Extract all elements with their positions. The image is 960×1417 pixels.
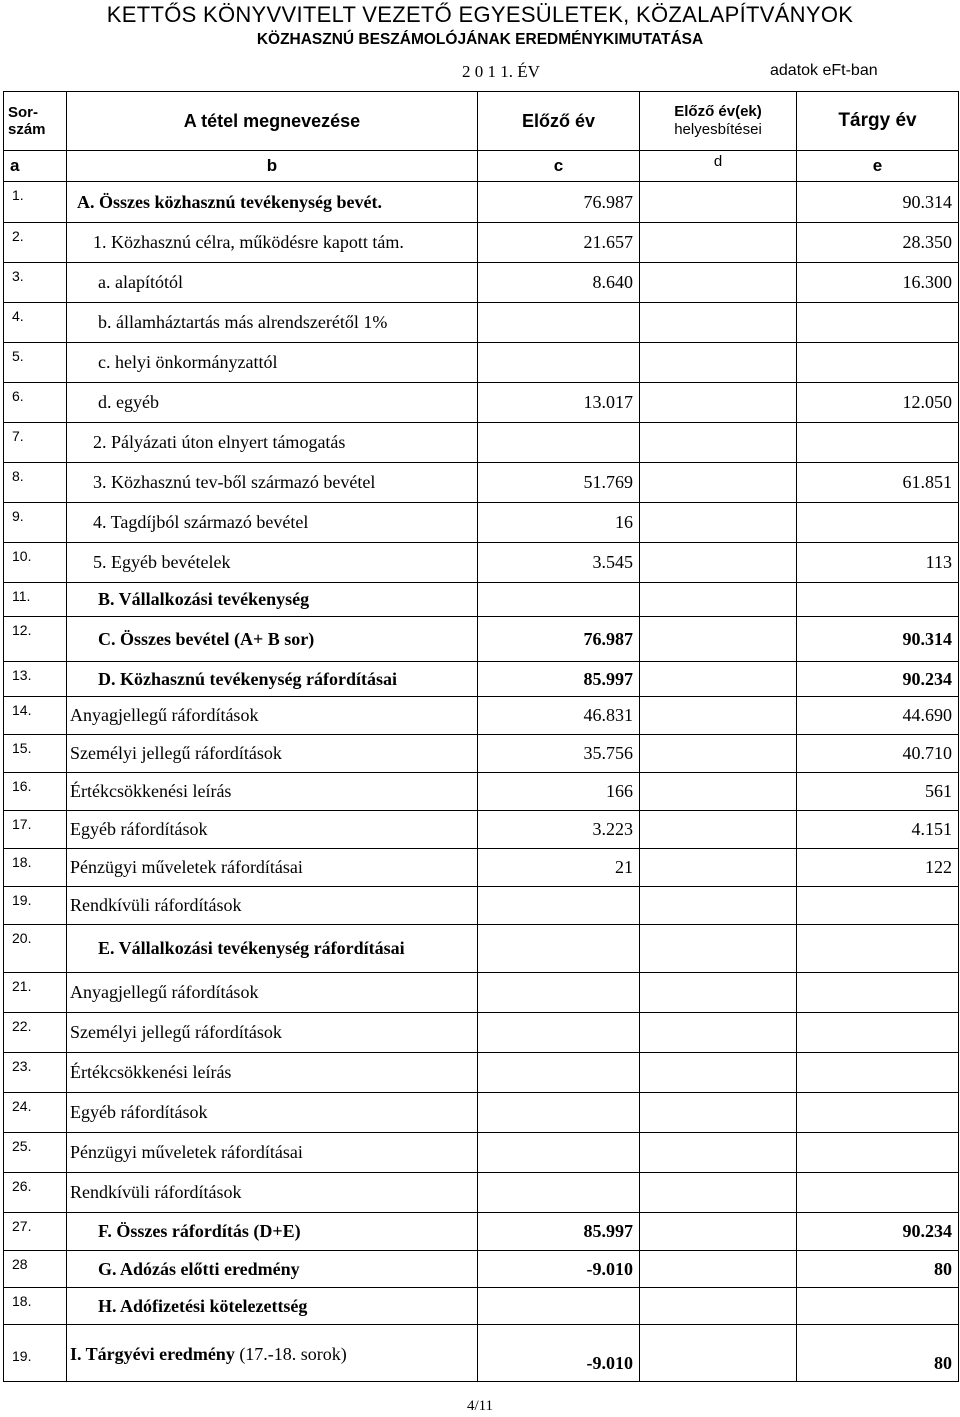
current-year-value: 80 — [797, 1325, 959, 1382]
header-current-year: Tárgy év — [797, 92, 959, 151]
previous-year-value: -9.010 — [478, 1251, 640, 1288]
previous-year-value — [478, 925, 640, 973]
header-corrections — [640, 92, 797, 151]
item-name: a. alapítótól — [67, 263, 478, 303]
previous-year-value — [478, 343, 640, 383]
item-name: Anyagjellegű ráfordítások — [67, 697, 478, 735]
correction-value — [640, 925, 797, 973]
table-row — [4, 887, 959, 925]
item-name: F. Összes ráfordítás (D+E) — [67, 1213, 478, 1251]
row-number: 18. — [4, 1288, 67, 1325]
previous-year-value — [478, 583, 640, 617]
current-year-value — [797, 1133, 959, 1173]
table-row — [4, 1053, 959, 1093]
correction-value — [640, 503, 797, 543]
table-row — [4, 463, 959, 503]
current-year-value — [797, 503, 959, 543]
row-number: 14. — [4, 697, 67, 735]
previous-year-value: 21 — [478, 849, 640, 887]
current-year-value: 44.690 — [797, 697, 959, 735]
current-year-value: 113 — [797, 543, 959, 583]
row-number: 3. — [4, 263, 67, 303]
header-corrections-line1: Előző év(ek) — [674, 103, 762, 120]
table-row — [4, 343, 959, 383]
current-year-value: 12.050 — [797, 383, 959, 423]
current-year-value: 16.300 — [797, 263, 959, 303]
correction-value — [640, 662, 797, 697]
letter-a: a — [4, 151, 67, 182]
previous-year-value: 166 — [478, 773, 640, 811]
item-name: Anyagjellegű ráfordítások — [67, 973, 478, 1013]
table-row — [4, 543, 959, 583]
item-name: Pénzügyi műveletek ráfordításai — [67, 849, 478, 887]
table-row — [4, 1133, 959, 1173]
item-name: 2. Pályázati úton elnyert támogatás — [67, 423, 478, 463]
item-name: D. Közhasznú tevékenység ráfordításai — [67, 662, 478, 697]
correction-value — [640, 1288, 797, 1325]
row-number: 15. — [4, 735, 67, 773]
correction-value — [640, 182, 797, 223]
table-row — [4, 383, 959, 423]
header-item-name: A tétel megnevezése — [67, 92, 478, 151]
current-year-value: 90.234 — [797, 662, 959, 697]
previous-year-value — [478, 1133, 640, 1173]
table-row — [4, 1093, 959, 1133]
letter-b: b — [67, 151, 478, 182]
row-number: 28 — [4, 1251, 67, 1288]
header-corrections-line2: helyesbítései — [674, 121, 762, 138]
current-year-value — [797, 925, 959, 973]
previous-year-value: 8.640 — [478, 263, 640, 303]
row-number: 7. — [4, 423, 67, 463]
item-name: 5. Egyéb bevételek — [67, 543, 478, 583]
item-name-bold: I. Tárgyévi eredmény — [70, 1344, 235, 1364]
correction-value — [640, 543, 797, 583]
table-row — [4, 735, 959, 773]
previous-year-value: 46.831 — [478, 697, 640, 735]
item-name: G. Adózás előtti eredmény — [67, 1251, 478, 1288]
item-name: Személyi jellegű ráfordítások — [67, 1013, 478, 1053]
letter-c: c — [478, 151, 640, 182]
previous-year-value: 85.997 — [478, 662, 640, 697]
table-row — [4, 1251, 959, 1288]
item-name — [67, 1325, 478, 1382]
previous-year-value: 3.223 — [478, 811, 640, 849]
row-number: 11. — [4, 583, 67, 617]
table-row — [4, 423, 959, 463]
item-name: Rendkívüli ráfordítások — [67, 1173, 478, 1213]
table-row — [4, 223, 959, 263]
table-row — [4, 503, 959, 543]
table-row — [4, 182, 959, 223]
header-previous-year: Előző év — [478, 92, 640, 151]
table-row — [4, 773, 959, 811]
item-name: Személyi jellegű ráfordítások — [67, 735, 478, 773]
row-number: 9. — [4, 503, 67, 543]
current-year-value: 61.851 — [797, 463, 959, 503]
previous-year-value: 51.769 — [478, 463, 640, 503]
row-number: 8. — [4, 463, 67, 503]
correction-value — [640, 973, 797, 1013]
row-number: 25. — [4, 1133, 67, 1173]
table-row — [4, 583, 959, 617]
row-number: 18. — [4, 849, 67, 887]
current-year-value: 40.710 — [797, 735, 959, 773]
row-number: 21. — [4, 973, 67, 1013]
units-label: adatok eFt-ban — [770, 62, 878, 79]
item-name: C. Összes bevétel (A+ B sor) — [67, 617, 478, 662]
page-number: 4/11 — [466, 1398, 494, 1414]
previous-year-value: -9.010 — [478, 1325, 640, 1382]
correction-value — [640, 811, 797, 849]
item-name: 1. Közhasznú célra, működésre kapott tám. — [67, 223, 478, 263]
document-title: KETTŐS KÖNYVVITELT VEZETŐ EGYESÜLETEK, KÖZALAPÍTVÁNYOK — [106, 2, 854, 27]
row-number: 17. — [4, 811, 67, 849]
current-year-value — [797, 1093, 959, 1133]
row-number: 27. — [4, 1213, 67, 1251]
item-name: 3. Közhasznú tev-ből származó bevétel — [67, 463, 478, 503]
correction-value — [640, 1133, 797, 1173]
current-year-value — [797, 343, 959, 383]
correction-value — [640, 303, 797, 343]
previous-year-value — [478, 1053, 640, 1093]
current-year-value: 561 — [797, 773, 959, 811]
income-statement-table — [3, 91, 959, 1382]
table-row — [4, 1213, 959, 1251]
row-number: 22. — [4, 1013, 67, 1053]
current-year-value: 90.234 — [797, 1213, 959, 1251]
row-number: 12. — [4, 617, 67, 662]
current-year-value — [797, 1288, 959, 1325]
correction-value — [640, 583, 797, 617]
current-year-value — [797, 1053, 959, 1093]
current-year-value: 90.314 — [797, 182, 959, 223]
table-row — [4, 303, 959, 343]
previous-year-value — [478, 423, 640, 463]
table-row — [4, 811, 959, 849]
row-number: 24. — [4, 1093, 67, 1133]
correction-value — [640, 1325, 797, 1382]
current-year-value — [797, 887, 959, 925]
item-name: H. Adófizetési kötelezettség — [67, 1288, 478, 1325]
table-row — [4, 1288, 959, 1325]
row-number: 19. — [4, 1325, 67, 1382]
previous-year-value: 76.987 — [478, 617, 640, 662]
row-number: 1. — [4, 182, 67, 223]
correction-value — [640, 1053, 797, 1093]
previous-year-value: 85.997 — [478, 1213, 640, 1251]
correction-value — [640, 697, 797, 735]
item-name: Egyéb ráfordítások — [67, 811, 478, 849]
letter-e: e — [797, 151, 959, 182]
correction-value — [640, 383, 797, 423]
correction-value — [640, 263, 797, 303]
previous-year-value — [478, 1093, 640, 1133]
previous-year-value — [478, 1173, 640, 1213]
row-number: 23. — [4, 1053, 67, 1093]
current-year-value — [797, 973, 959, 1013]
correction-value — [640, 343, 797, 383]
document-subtitle: KÖZHASZNÚ BESZÁMOLÓJÁNAK EREDMÉNYKIMUTATÁSA — [256, 31, 704, 48]
item-name: c. helyi önkormányzattól — [67, 343, 478, 383]
item-name: b. államháztartás más alrendszerétől 1% — [67, 303, 478, 343]
table-row — [4, 1173, 959, 1213]
previous-year-value: 21.657 — [478, 223, 640, 263]
table-row — [4, 617, 959, 662]
table-header-row — [4, 92, 959, 151]
row-number: 5. — [4, 343, 67, 383]
row-number: 13. — [4, 662, 67, 697]
previous-year-value: 13.017 — [478, 383, 640, 423]
item-name: E. Vállalkozási tevékenység ráfordításai — [67, 925, 478, 973]
correction-value — [640, 1093, 797, 1133]
current-year-value: 80 — [797, 1251, 959, 1288]
current-year-value: 28.350 — [797, 223, 959, 263]
current-year-value — [797, 423, 959, 463]
row-number: 26. — [4, 1173, 67, 1213]
row-number: 10. — [4, 543, 67, 583]
correction-value — [640, 463, 797, 503]
item-name: Egyéb ráfordítások — [67, 1093, 478, 1133]
item-name-rest: (17.-18. sorok) — [234, 1344, 347, 1364]
correction-value — [640, 849, 797, 887]
previous-year-value — [478, 303, 640, 343]
correction-value — [640, 423, 797, 463]
item-name: d. egyéb — [67, 383, 478, 423]
previous-year-value — [478, 1013, 640, 1053]
table-row — [4, 925, 959, 973]
correction-value — [640, 617, 797, 662]
item-name: B. Vállalkozási tevékenység — [67, 583, 478, 617]
table-row — [4, 973, 959, 1013]
item-name: Értékcsökkenési leírás — [67, 1053, 478, 1093]
item-name: Értékcsökkenési leírás — [67, 773, 478, 811]
table-row — [4, 1325, 959, 1382]
row-number: 16. — [4, 773, 67, 811]
previous-year-value — [478, 1288, 640, 1325]
column-letter-row — [4, 151, 959, 182]
letter-d: d — [640, 151, 797, 182]
correction-value — [640, 1251, 797, 1288]
row-number: 19. — [4, 887, 67, 925]
row-number: 4. — [4, 303, 67, 343]
row-number: 6. — [4, 383, 67, 423]
current-year-value — [797, 303, 959, 343]
correction-value — [640, 735, 797, 773]
correction-value — [640, 773, 797, 811]
table-row — [4, 662, 959, 697]
table-body — [4, 182, 959, 1382]
correction-value — [640, 1213, 797, 1251]
current-year-value — [797, 1173, 959, 1213]
current-year-value: 122 — [797, 849, 959, 887]
previous-year-value: 16 — [478, 503, 640, 543]
current-year-value: 90.314 — [797, 617, 959, 662]
year-label: 2 0 1 1. ÉV — [462, 62, 540, 81]
current-year-value — [797, 1013, 959, 1053]
table-row — [4, 849, 959, 887]
correction-value — [640, 887, 797, 925]
table-row — [4, 1013, 959, 1053]
item-name: Pénzügyi műveletek ráfordításai — [67, 1133, 478, 1173]
current-year-value — [797, 583, 959, 617]
previous-year-value — [478, 973, 640, 1013]
row-number: 20. — [4, 925, 67, 973]
item-name: Rendkívüli ráfordítások — [67, 887, 478, 925]
header-row-number: Sor- szám — [4, 92, 67, 151]
previous-year-value — [478, 887, 640, 925]
current-year-value: 4.151 — [797, 811, 959, 849]
row-number: 2. — [4, 223, 67, 263]
previous-year-value: 76.987 — [478, 182, 640, 223]
table-row — [4, 697, 959, 735]
item-name: 4. Tagdíjból származó bevétel — [67, 503, 478, 543]
previous-year-value: 3.545 — [478, 543, 640, 583]
correction-value — [640, 1173, 797, 1213]
table-row — [4, 263, 959, 303]
item-name: A. Összes közhasznú tevékenység bevét. — [67, 182, 478, 223]
previous-year-value: 35.756 — [478, 735, 640, 773]
correction-value — [640, 1013, 797, 1053]
correction-value — [640, 223, 797, 263]
